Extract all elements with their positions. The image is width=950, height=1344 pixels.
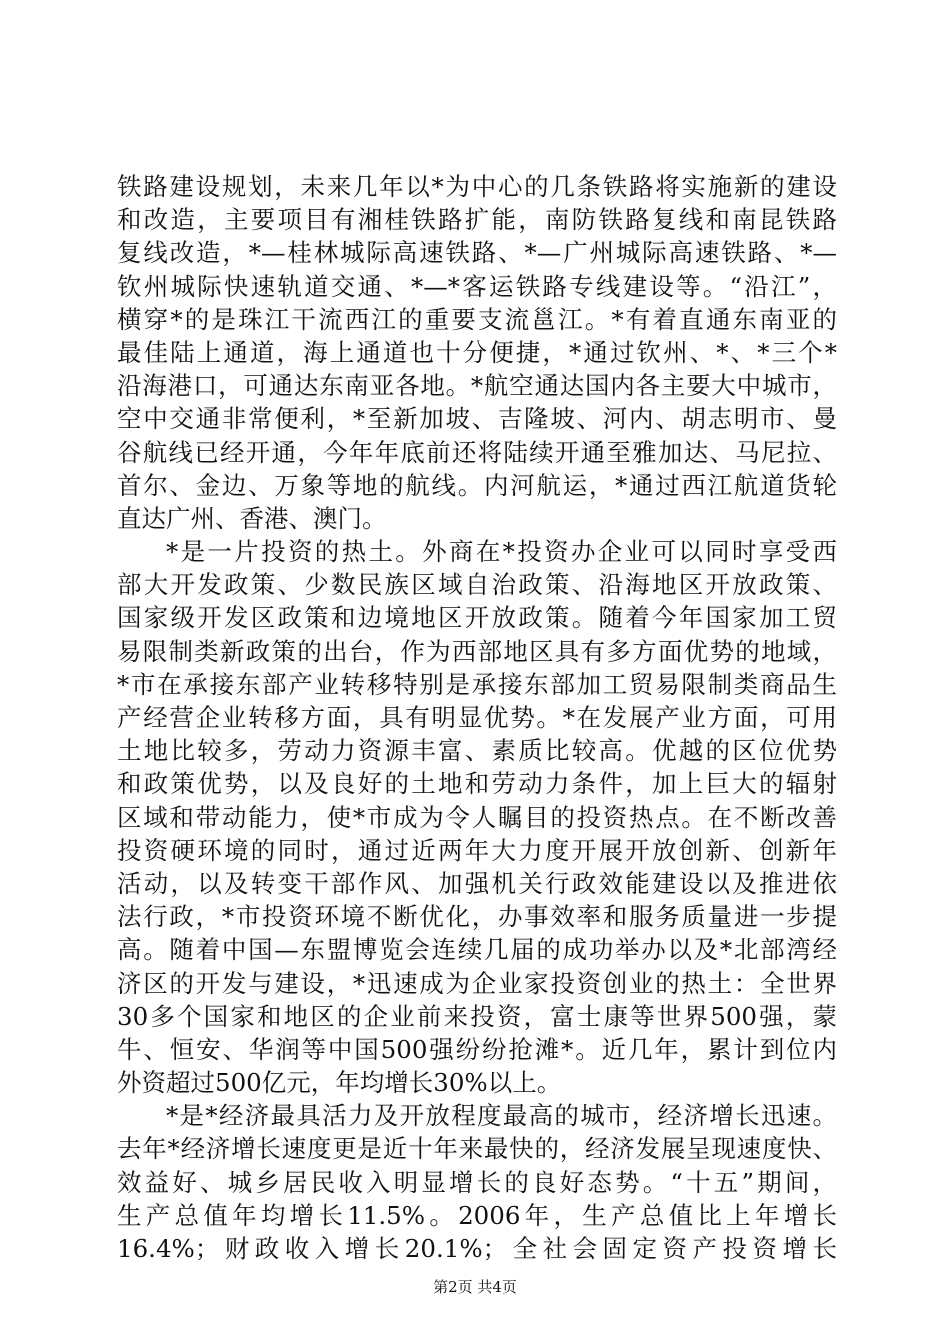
text-line: 钦州城际快速轨道交通、*—*客运铁路专线建设等。“沿江”， <box>117 271 837 301</box>
text-line: 直达广州、香港、澳门。 <box>117 503 387 533</box>
text-line: 铁路建设规划，未来几年以*为中心的几条铁路将实施新的建设 <box>117 172 837 201</box>
text-line: 和政策优势，以及良好的土地和劳动力条件，加上巨大的辐射 <box>117 769 837 799</box>
text-line: 产经营企业转移方面，具有明显优势。*在发展产业方面，可用 <box>117 703 837 732</box>
text-line: 30多个国家和地区的企业前来投资，富士康等世界500强，蒙 <box>117 1001 837 1031</box>
text-line: 生产总值年均增长11.5%。2006年，生产总值比上年增长 <box>117 1200 837 1230</box>
text-line: 谷航线已经开通，今年年底前还将陆续开通至雅加达、马尼拉、 <box>117 437 837 467</box>
text-line: 土地比较多，劳动力资源丰富、素质比较高。优越的区位优势 <box>117 736 837 766</box>
text-line: 高。随着中国—东盟博览会连续几届的成功举办以及*北部湾经 <box>117 935 837 965</box>
text-line: 16.4%；财政收入增长20.1%；全社会固定资产投资增长 <box>117 1234 837 1263</box>
text-line: 活动，以及转变干部作风、加强机关行政效能建设以及推进依 <box>117 868 837 898</box>
text-line: 济区的开发与建设，*迅速成为企业家投资创业的热土：全世界 <box>117 968 837 998</box>
text-line: *市在承接东部产业转移特别是承接东部加工贸易限制类商品生 <box>117 669 837 699</box>
page-footer <box>0 1277 950 1297</box>
text-line: 沿海港口，可通达东南亚各地。*航空通达国内各主要大中城市， <box>117 371 837 401</box>
text-line: 法行政，*市投资环境不断优化，办事效率和服务质量进一步提 <box>117 902 837 932</box>
text-line: 效益好、城乡居民收入明显增长的良好态势。“十五”期间， <box>117 1167 837 1197</box>
text-line: 空中交通非常便利，*至新加坡、吉隆坡、河内、胡志明市、曼 <box>117 404 837 434</box>
text-line: 国家级开发区政策和边境地区开放政策。随着今年国家加工贸 <box>117 603 837 633</box>
body-text <box>117 170 837 1265</box>
text-line: 部大开发政策、少数民族区域自治政策、沿海地区开放政策、 <box>117 570 837 600</box>
text-line: 牛、恒安、华润等中国500强纷纷抢滩*。近几年，累计到位内 <box>117 1034 837 1064</box>
text-line: 和改造，主要项目有湘桂铁路扩能，南防铁路复线和南昆铁路 <box>117 205 837 235</box>
text-line: 最佳陆上通道，海上通道也十分便捷，*通过钦州、*、*三个* <box>117 337 837 367</box>
text-line: 去年*经济增长速度更是近十年来最快的，经济发展呈现速度快、 <box>117 1134 837 1164</box>
text-line: 外资超过500亿元，年均增长30%以上。 <box>117 1068 562 1098</box>
text-line: 复线改造，*—桂林城际高速铁路、*—广州城际高速铁路、*— <box>117 238 837 268</box>
text-line: *是*经济最具活力及开放程度最高的城市，经济增长迅速。 <box>166 1101 837 1131</box>
text-line: *是一片投资的热土。外商在*投资办企业可以同时享受西 <box>166 537 837 567</box>
text-line: 首尔、金边、万象等地的航线。内河航运，*通过西江航道货轮 <box>117 470 837 500</box>
page-number: 第2页 共4页 <box>433 1278 517 1296</box>
text-line: 区域和带动能力，使*市成为令人瞩目的投资热点。在不断改善 <box>117 802 837 832</box>
text-line: 易限制类新政策的出台，作为西部地区具有多方面优势的地域， <box>117 636 837 666</box>
text-line: 横穿*的是珠江干流西江的重要支流邕江。*有着直通东南亚的 <box>117 304 837 334</box>
text-line: 投资硬环境的同时，通过近两年大力度开展开放创新、创新年 <box>117 835 837 865</box>
